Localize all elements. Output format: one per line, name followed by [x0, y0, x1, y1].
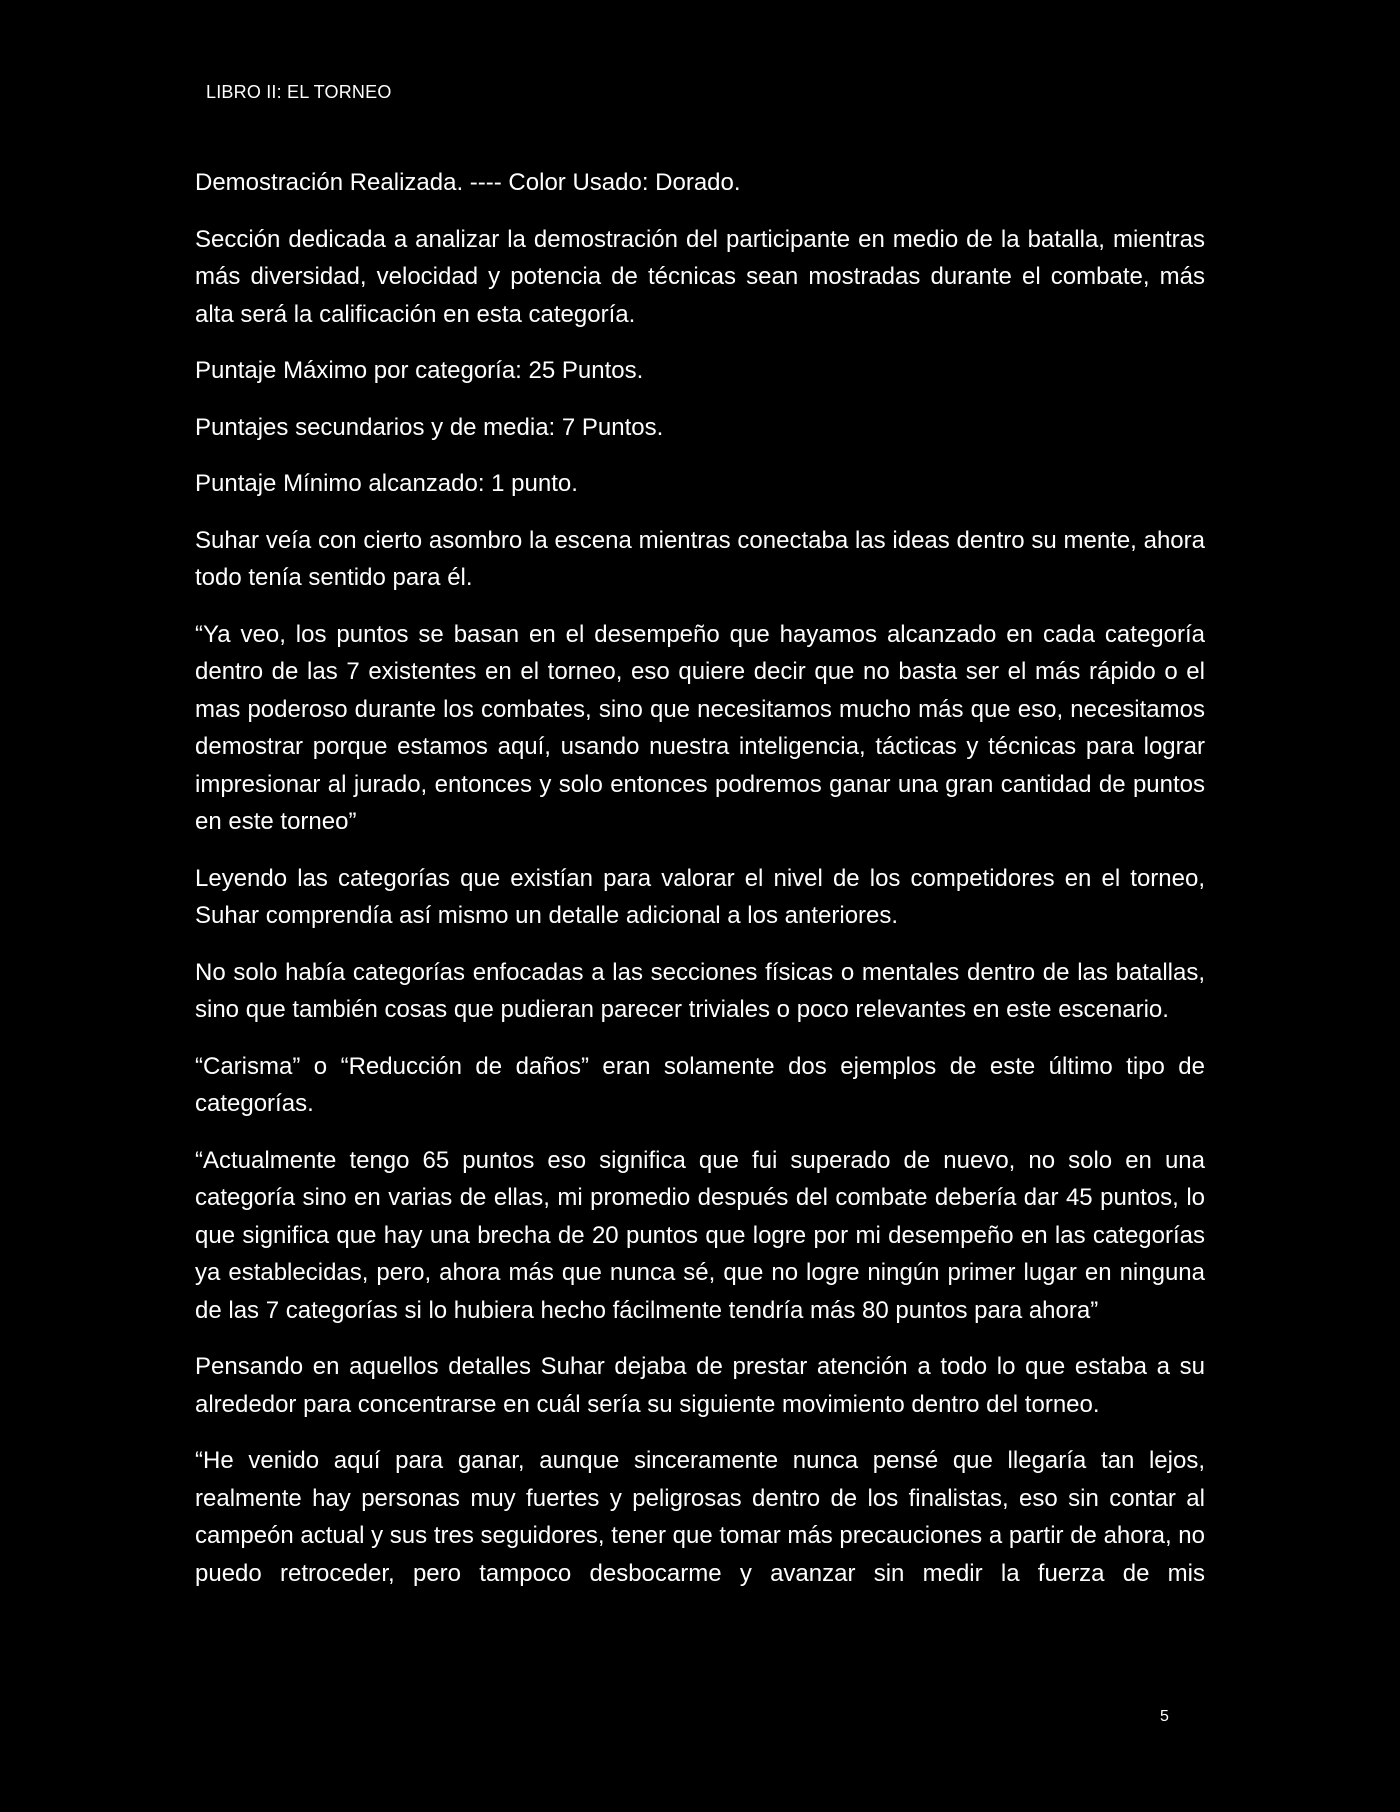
paragraph-secondary-score: Puntajes secundarios y de media: 7 Puntos.	[195, 413, 664, 441]
paragraph-min-score: Puntaje Mínimo alcanzado: 1 punto.	[195, 470, 578, 497]
running-header: LIBRO II: EL TORNEO	[206, 82, 392, 102]
paragraph-section-description: Sección dedicada a analizar la demostración del participante en medio de la batalla, mientras más diversidad, velocidad y potencia de técnicas sean mostradas durante el combate, más alta será la calificación en esta categoría.	[195, 225, 1205, 328]
paragraph-points-reflection: “Ya veo, los puntos se basan en el desempeño que hayamos alcanzado en cada categoría dentro de las 7 existentes en el torneo, eso quiere decir que no basta ser el más rápido o el mas poderoso durante los combates, sino que necesitamos mucho más que eso, necesitamos demostrar porque estamos aquí, usando nuestra inteligencia, tácticas y técnicas para lograr impresionar al jurado, entonces y solo entonces podremos ganar una gran cantidad de puntos en este torneo”	[195, 620, 1205, 835]
paragraph-trivial-categories: No solo había categorías enfocadas a las secciones físicas o mentales dentro de las batallas, sino que también cosas que pudieran parecer triviales o poco relevantes en este escenario.	[195, 958, 1205, 1023]
page-number: 5	[1160, 1708, 1169, 1725]
paragraph-came-to-win: “He venido aquí para ganar, aunque sinceramente nunca pensé que llegaría tan lejos, realmente hay personas muy fuertes y peligrosas dentro de los finalistas, eso sin contar al campeón actual y sus tres seguidores, tener que tomar más precauciones a partir de ahora, no puedo retroceder, pero tampoco desbocarme y avanzar sin medir la fuerza de mis	[195, 1447, 1205, 1587]
paragraph-suhar-amazement: Suhar veía con cierto asombro la escena mientras conectaba las ideas dentro su mente, ahora todo tenía sentido para él.	[195, 526, 1205, 591]
page-body	[195, 164, 1205, 1611]
paragraph-max-score: Puntaje Máximo por categoría: 25 Puntos.	[195, 357, 644, 384]
paragraph-charisma-example: “Carisma” o “Reducción de daños” eran solamente dos ejemplos de este último tipo de categorías.	[195, 1052, 1205, 1117]
paragraph-demonstration-heading: Demostración Realizada. ---- Color Usado: Dorado.	[195, 169, 741, 196]
paragraph-next-move: Pensando en aquellos detalles Suhar dejaba de prestar atención a todo lo que estaba a su alrededor para concentrarse en cuál sería su siguiente movimiento dentro del torneo.	[195, 1353, 1205, 1418]
paragraph-reading-categories: Leyendo las categorías que existían para valorar el nivel de los competidores en el torneo, Suhar comprendía así mismo un detalle adicional a los anteriores.	[195, 864, 1205, 929]
paragraph-score-analysis: “Actualmente tengo 65 puntos eso significa que fui superado de nuevo, no solo en una categoría sino en varias de ellas, mi promedio después del combate debería dar 45 puntos, lo que significa que hay una brecha de 20 puntos que logre por mi desempeño en las categorías ya establecidas, pero, ahora más que nunca sé, que no logre ningún primer lugar en ninguna de las 7 categorías si lo hubiera hecho fácilmente tendría más 80 puntos para ahora”	[195, 1146, 1205, 1324]
